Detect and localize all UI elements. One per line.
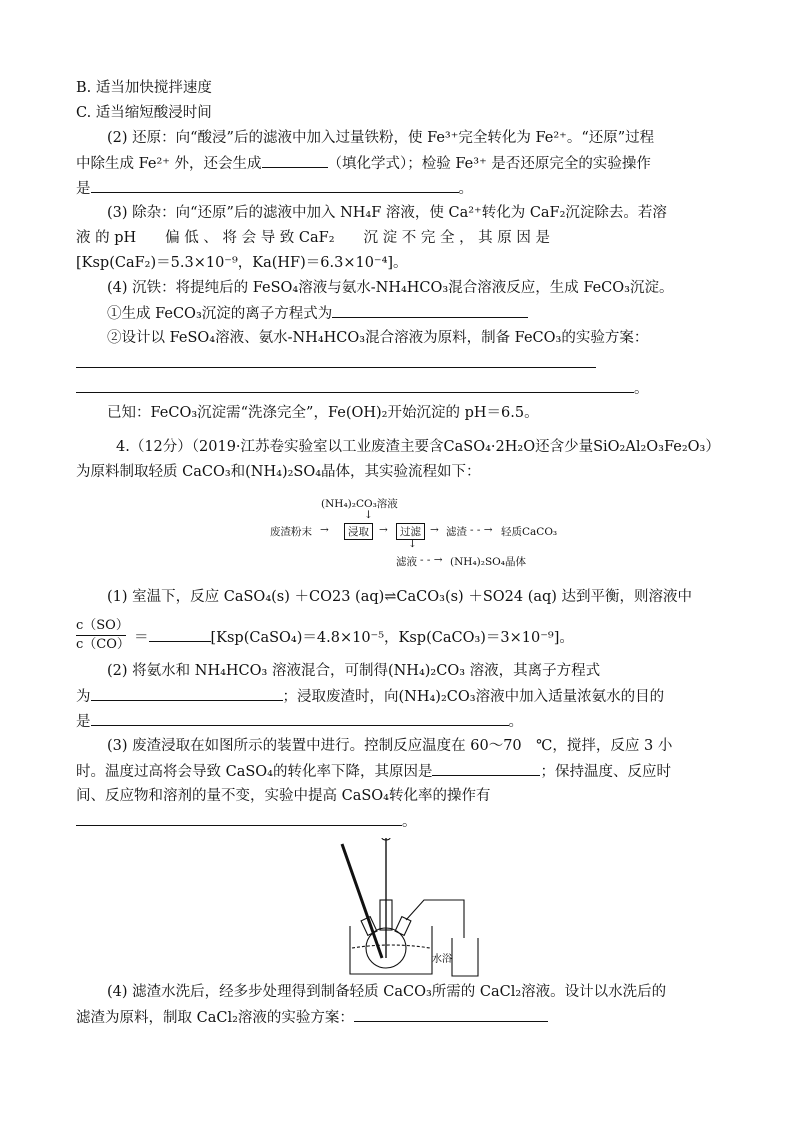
q4-answer-line2: 。 xyxy=(76,378,649,399)
answer-blank[interactable] xyxy=(76,811,402,826)
q4-answer-line1 xyxy=(76,353,596,374)
s1-line2: ＝ [Ksp(CaSO₄)＝4.8×10⁻⁵，Ksp(CaCO₃)＝3×10⁻⁹]。 xyxy=(134,627,574,648)
s4-line1: (4) 滤渣水洗后，经多步处理得到制备轻质 CaCO₃所需的 CaCl₂溶液。设计以水洗后的 xyxy=(107,984,667,1000)
fraction-denominator: c（CO） xyxy=(76,637,130,652)
answer-blank[interactable] xyxy=(91,711,509,726)
answer-blank[interactable] xyxy=(149,627,211,642)
flow-step-filter: 过滤 xyxy=(396,523,425,540)
answer-blank[interactable] xyxy=(332,303,528,318)
q3-line1: (3) 除杂：向“还原”后的滤液中加入 NH₄F 溶液，使 Ca²⁺转化为 CaF₂沉淀除去。若溶 xyxy=(107,205,667,221)
flow-residue: 滤渣 xyxy=(446,526,467,538)
beaker xyxy=(452,938,478,976)
known-note: 已知：FeCO₃沉淀需“洗涤完全”，Fe(OH)₂开始沉淀的 pH＝6.5。 xyxy=(107,405,539,421)
q4-line2: ①生成 FeCO₃沉淀的离子方程式为 xyxy=(107,303,528,324)
answer-blank[interactable] xyxy=(91,686,283,701)
problem4-line1: 4.（12分）（2019·江苏卷实验室以工业废渣主要含CaSO₄·2H₂O还含少量SiO₂Al₂O₃Fe₂O₃） xyxy=(116,439,720,455)
dashed-arrow-icon: - - → xyxy=(470,524,493,536)
right-arrow-icon: → xyxy=(430,524,439,536)
right-arrow-icon: → xyxy=(320,524,329,536)
q4-line1: (4) 沉铁：将提纯后的 FeSO₄溶液与氨水-NH₄HCO₃混合溶液反应，生成 FeCO₃沉淀。 xyxy=(107,280,674,296)
q3-line3: [Ksp(CaF₂)＝5.3×10⁻⁹，Ka(HF)＝6.3×10⁻⁴]。 xyxy=(76,255,408,271)
answer-blank[interactable] xyxy=(262,153,328,168)
delivery-tube xyxy=(406,900,464,938)
q3-line2: 液 的 pH 偏 低 、 将 会 导 致 CaF₂ 沉 淀 不 完 全 ， 其 原 因 是 xyxy=(76,230,551,246)
answer-blank[interactable] xyxy=(432,761,540,776)
answer-blank[interactable] xyxy=(76,353,596,368)
flow-step-leach: 浸取 xyxy=(344,523,373,540)
flow-product2: (NH₄)₂SO₄晶体 xyxy=(450,556,526,568)
flow-reagent: (NH₄)₂CO₃溶液 xyxy=(321,498,398,510)
s2-line1: (2) 将氨水和 NH₄HCO₃ 溶液混合，可制得(NH₄)₂CO₃ 溶液，其离子方程式 xyxy=(107,663,601,679)
q4-line3: ②设计以 FeSO₄溶液、氨水-NH₄HCO₃混合溶液为原料，制备 FeCO₃的实验方案： xyxy=(107,330,649,346)
down-arrow-icon: ↓ xyxy=(408,538,417,550)
option-c: C. 适当缩短酸浸时间 xyxy=(76,105,212,121)
bath-label: 水浴 xyxy=(432,954,452,965)
dashed-arrow-icon: - - → xyxy=(420,554,443,566)
reaction-apparatus xyxy=(336,838,506,978)
flow-filtrate: 滤液 xyxy=(396,556,417,568)
answer-blank[interactable] xyxy=(354,1007,548,1022)
answer-blank[interactable] xyxy=(76,378,634,393)
s2-line2: 为 ；浸取废渣时，向(NH₄)₂CO₃溶液中加入适量浓氨水的目的 xyxy=(76,686,664,707)
s3-line2: 时。温度过高将会导致 CaSO₄的转化率下降，其原因是 ；保持温度、反应时 xyxy=(76,761,671,782)
flow-product1: 轻质CaCO₃ xyxy=(501,526,558,538)
option-b: B. 适当加快搅拌速度 xyxy=(76,80,212,96)
s1-line1: (1) 室温下，反应 CaSO₄(s) ＋CO23 (aq)⇌CaCO₃(s) ＋SO24 (aq) 达到平衡，则溶液中 xyxy=(107,589,693,605)
fraction-numerator: c（SO） xyxy=(76,618,129,633)
q2-line3: 是 。 xyxy=(76,178,473,199)
problem4-line2: 为原料制取轻质 CaCO₃和(NH₄)₂SO₄晶体，其实验流程如下： xyxy=(76,464,481,480)
flow-start: 废渣粉末 xyxy=(270,526,312,538)
thermometer xyxy=(342,844,382,958)
right-arrow-icon: → xyxy=(379,524,388,536)
s3-line3: 间、反应物和溶剂的量不变，实验中提高 CaSO₄转化率的操作有 xyxy=(76,788,491,804)
down-arrow-icon: ↓ xyxy=(364,509,373,521)
s2-line3: 是 。 xyxy=(76,711,523,732)
q2-line1: (2) 还原：向“酸浸”后的滤液中加入过量铁粉，使 Fe³⁺完全转化为 Fe²⁺。“还原”过程 xyxy=(107,130,655,146)
s4-line2: 滤渣为原料，制取 CaCl₂溶液的实验方案： xyxy=(76,1007,548,1028)
s3-line1: (3) 废渣浸取在如图所示的装置中进行。控制反应温度在 60～70 ℃，搅拌，反应 3 小 xyxy=(107,738,673,754)
q2-line2: 中除生成 Fe²⁺ 外，还会生成 （填化学式）；检验 Fe³⁺ 是否还原完全的实验操作 xyxy=(76,153,651,174)
concentration-fraction xyxy=(76,617,130,654)
flowchart xyxy=(270,496,570,574)
answer-blank[interactable] xyxy=(91,178,459,193)
s3-line4: 。 xyxy=(76,811,417,832)
